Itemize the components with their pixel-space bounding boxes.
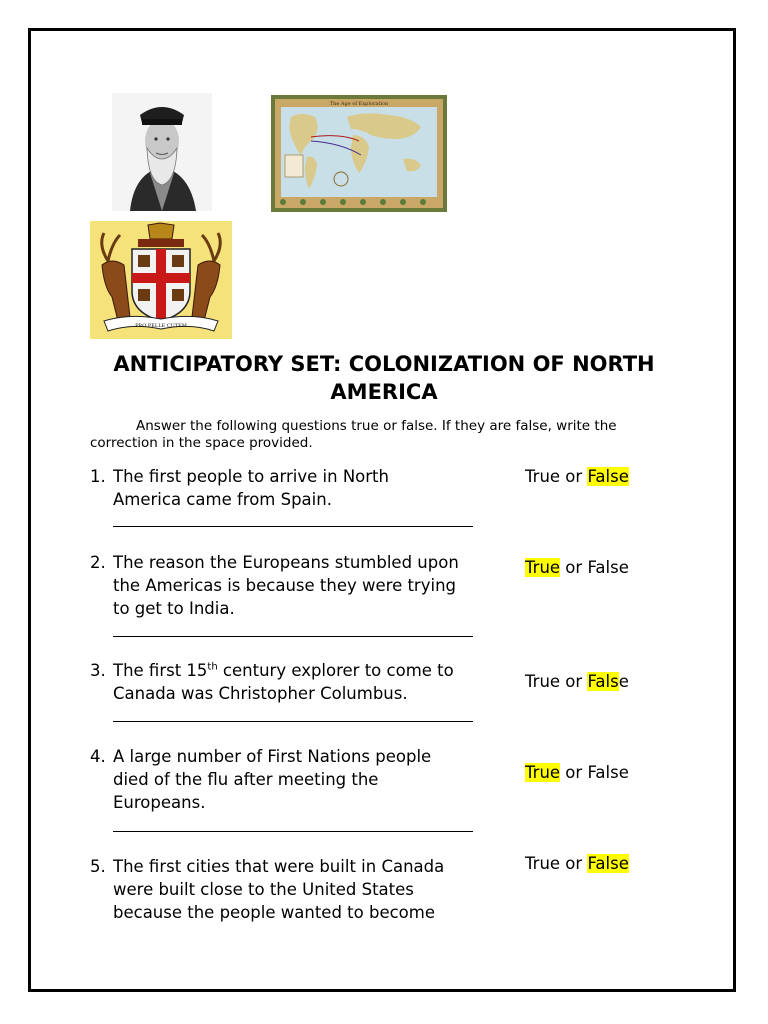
- question-line: the Americas is because they were trying: [113, 576, 456, 595]
- question-text-part: century explorer to come to: [217, 661, 454, 680]
- false-label-highlighted: False: [587, 854, 629, 873]
- question-line: The first cities that were built in Canada: [113, 857, 445, 876]
- age-of-exploration-map-image: [271, 95, 447, 212]
- or-label: or: [565, 763, 583, 782]
- false-label-partial-highlight: Fals: [587, 672, 619, 691]
- or-label: or: [565, 854, 583, 873]
- question-line: The reason the Europeans stumbled upon: [113, 553, 459, 572]
- question-line: were built close to the United States: [113, 880, 414, 899]
- question-2-text: [113, 551, 488, 620]
- question-2-true-false: [525, 556, 629, 579]
- question-line: because the people wanted to become: [113, 903, 435, 922]
- question-1-answer-blank[interactable]: [113, 526, 473, 527]
- false-label-highlighted: False: [587, 467, 629, 486]
- question-line: [113, 659, 488, 682]
- question-5-number: 5.: [90, 857, 106, 876]
- question-3-true-false: [525, 670, 629, 693]
- question-5-text: [113, 855, 488, 924]
- question-line: America came from Spain.: [113, 490, 332, 509]
- question-4-true-false: [525, 761, 629, 784]
- true-label-highlighted: True: [525, 558, 561, 577]
- true-label-highlighted: True: [525, 763, 561, 782]
- instructions: Answer the following questions true or false. If they are false, write the correction in the space provided.: [90, 418, 617, 451]
- question-1-true-false: [525, 465, 629, 488]
- question-line: Canada was Christopher Columbus.: [113, 684, 408, 703]
- question-line: Europeans.: [113, 793, 206, 812]
- crest-motto-text: PRO PELLE CUTEM: [135, 323, 187, 329]
- coat-of-arms-image: [90, 221, 232, 339]
- question-line: died of the flu after meeting the: [113, 770, 379, 789]
- question-text-part: The first 15: [113, 661, 208, 680]
- question-4-text: [113, 745, 488, 814]
- question-line: to get to India.: [113, 599, 235, 618]
- true-label: True: [525, 672, 561, 691]
- question-5-true-false: [525, 852, 629, 875]
- true-label: True: [525, 467, 561, 486]
- or-label: or: [565, 467, 583, 486]
- question-3-text: [113, 659, 488, 705]
- question-line: A large number of First Nations people: [113, 747, 432, 766]
- explorer-portrait-image: [112, 93, 212, 211]
- question-3-number: 3.: [90, 661, 106, 680]
- or-label: or: [565, 558, 583, 577]
- or-label: or: [565, 672, 583, 691]
- question-2-number: 2.: [90, 553, 106, 572]
- false-label: False: [587, 558, 629, 577]
- question-4-answer-blank[interactable]: [113, 831, 473, 832]
- question-2-answer-blank[interactable]: [113, 636, 473, 637]
- question-line: The first people to arrive in North: [113, 467, 389, 486]
- false-label-remainder: e: [618, 672, 629, 691]
- question-1-text: [113, 465, 488, 511]
- true-label: True: [525, 854, 561, 873]
- question-3-answer-blank[interactable]: [113, 721, 473, 722]
- question-4-number: 4.: [90, 747, 106, 766]
- false-label: False: [587, 763, 629, 782]
- page-title: ANTICIPATORY SET: COLONIZATION OF NORTH AMERICA: [113, 352, 655, 404]
- ordinal-superscript: th: [207, 661, 218, 673]
- map-title-text: The Age of Exploration: [329, 101, 389, 107]
- question-1-number: 1.: [90, 467, 106, 486]
